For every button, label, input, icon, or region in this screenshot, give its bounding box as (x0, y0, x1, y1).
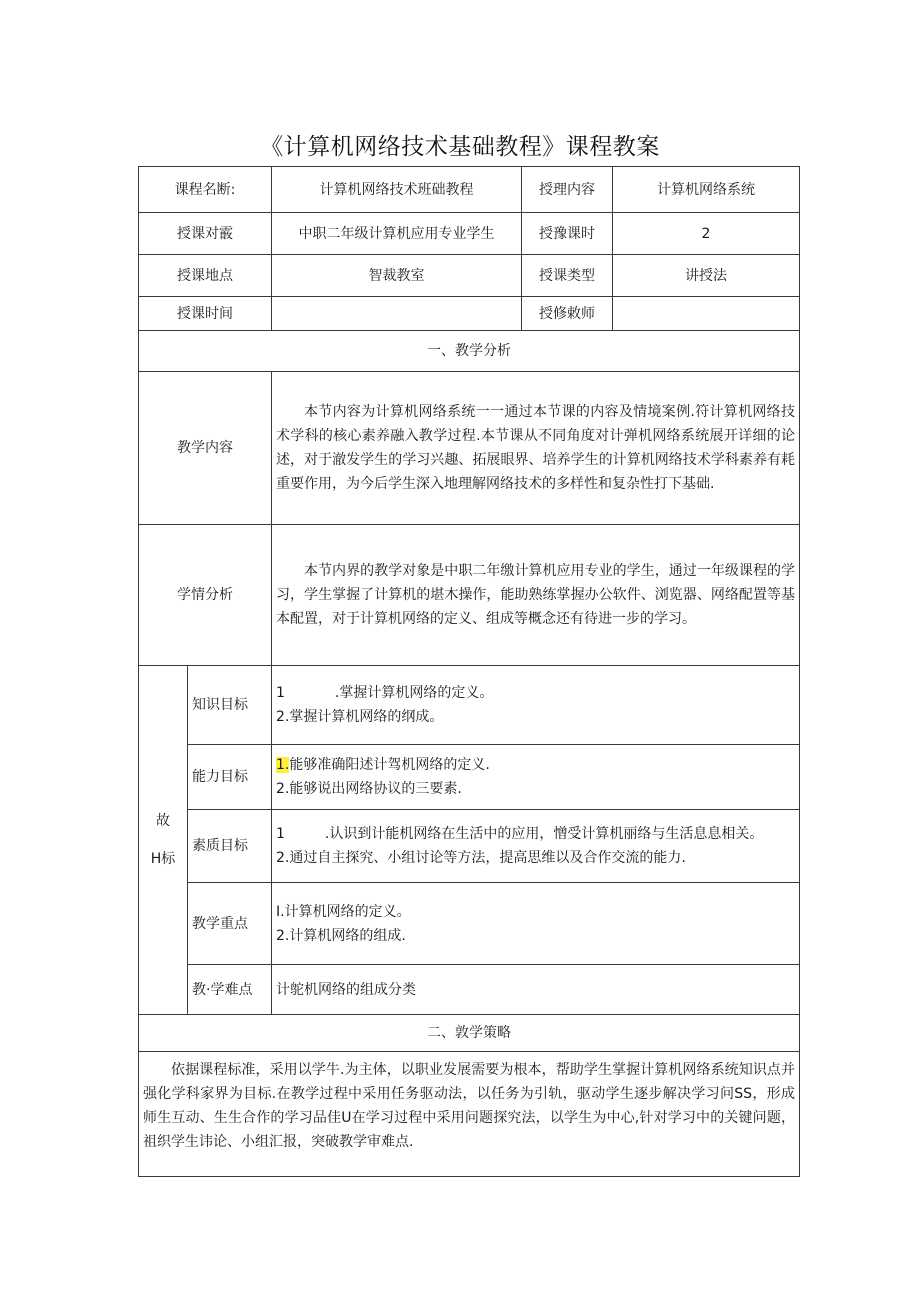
key-points-cell (272, 883, 800, 965)
row-time (139, 297, 800, 331)
teaching-content-label: 教学内容 (139, 372, 272, 525)
location-label: 授课地点 (139, 255, 272, 297)
quality-goal-1 (276, 822, 795, 846)
objectives-label-line2: H标 (150, 851, 176, 867)
knowledge-goal-1-num: 1 (276, 685, 285, 701)
ability-goal-1 (276, 753, 795, 777)
hours-label: 授豫课时 (522, 213, 613, 255)
quality-goal-label: 素质目标 (188, 810, 272, 883)
content-label: 授理内容 (522, 167, 613, 213)
ability-goal-1-text: 能够准确阳述计驾机网络的定义. (289, 757, 490, 773)
row-audience (139, 213, 800, 255)
row-course-name (139, 167, 800, 213)
knowledge-goal-1-text: .掌握计算机网络的定义。 (334, 685, 494, 701)
difficulties-text: 计鸵机网络的组成分类 (272, 965, 800, 1015)
document-title: 《计算机网络技术基础教程》课程教案 (260, 134, 660, 160)
section-header-strategy (139, 1015, 800, 1052)
row-ability-goal (139, 745, 800, 810)
knowledge-goal-1 (276, 681, 795, 705)
content-value: 计算机网络系统 (613, 167, 800, 213)
ability-goal-1-num: 1. (276, 757, 290, 773)
hours-value: 2 (613, 213, 800, 255)
objectives-group-label (139, 666, 188, 1015)
teaching-content-text: 本节内容为计算机网络系统一一通过本节课的内容及情境案例.符计算机网络技术学科的核心素养融入教学过程.本节课从不同角度对计弹机网络系统展开详细的论述，对于澈发学生的学习兴趣、拓展眼界、培养学生的计算机网络技术学科素养有耗重要作用，为今后学生深入地理解网络技术的多样性和复杂性打下基础. (272, 372, 800, 525)
strategy-heading: 二、敦学策略 (139, 1015, 800, 1052)
row-student-analysis (139, 525, 800, 666)
strategy-text: 依据课程标准，采用以学牛.为主体，以职业发展需要为根本，帮助学生掌握计算机网络系统知识点并强化学科家界为目标.在教学过程中采用任务驱动法，以任务为引轨，驱动学生逐步解决学习问SS，形成师生互动、生生合作的学习品佳U在学习过程中采用问题探究法，以学生为中心,针对学习中的关键问题，祖织学生讳论、小组汇报，突破教学审难点. (139, 1052, 800, 1177)
lesson-plan-table (138, 166, 800, 1177)
course-name-label: 课程名断: (139, 167, 272, 213)
quality-goal-cell (272, 810, 800, 883)
row-difficulties (139, 965, 800, 1015)
type-value: 讲授法 (613, 255, 800, 297)
row-knowledge-goal (139, 666, 800, 745)
time-value (272, 297, 522, 331)
quality-goal-1-num: 1 (276, 826, 285, 842)
row-teaching-content (139, 372, 800, 525)
audience-label: 授课对霰 (139, 213, 272, 255)
quality-goal-1-text: .认识到计能机网络在生活中的应用，憎受计算机丽络与生活息息相关。 (324, 826, 764, 842)
knowledge-goal-cell (272, 666, 800, 745)
teacher-value (613, 297, 800, 331)
course-name-value: 计算机网络技术班础教程 (272, 167, 522, 213)
student-analysis-label: 学情分析 (139, 525, 272, 666)
section-header-analysis (139, 331, 800, 372)
row-strategy (139, 1052, 800, 1177)
knowledge-goal-label: 知识目标 (188, 666, 272, 745)
row-location (139, 255, 800, 297)
type-label: 授课类型 (522, 255, 613, 297)
key-point-1: I.计算机网络的定义。 (276, 903, 411, 920)
audience-value: 中职二年级计算机应用专业学生 (272, 213, 522, 255)
ability-goal-cell (272, 745, 800, 810)
key-point-2: 2.计算机网络的组成. (276, 927, 406, 944)
time-label: 授课时间 (139, 297, 272, 331)
row-key-points (139, 883, 800, 965)
key-points-label: 教学重点 (188, 883, 272, 965)
quality-goal-2: 2.通过自主探究、小组讨论等方法，提高思维以及合作交流的能力. (276, 850, 686, 866)
analysis-heading: 一、教学分析 (139, 331, 800, 372)
difficulties-label: 教·学难点 (188, 965, 272, 1015)
location-value: 智裁教室 (272, 255, 522, 297)
row-quality-goal (139, 810, 800, 883)
ability-goal-2: 2.能够说出网络协议的三要素. (276, 781, 462, 797)
ability-goal-label: 能力目标 (188, 745, 272, 810)
knowledge-goal-2: 2.掌握计算机网络的纲成。 (276, 709, 444, 725)
teacher-label: 授修敕师 (522, 297, 613, 331)
objectives-label-line1: 故 (156, 813, 170, 829)
student-analysis-text: 本节内界的教学对象是中职二年缴计算机应用专业的学生，通过一年级课程的学习，学生掌握了计算机的堪木操作，能助熟练掌握办公软件、浏览器、网络配置等基本配置，对于计算机网络的定义、组成等概念还有待进一步的学习。 (272, 525, 800, 666)
